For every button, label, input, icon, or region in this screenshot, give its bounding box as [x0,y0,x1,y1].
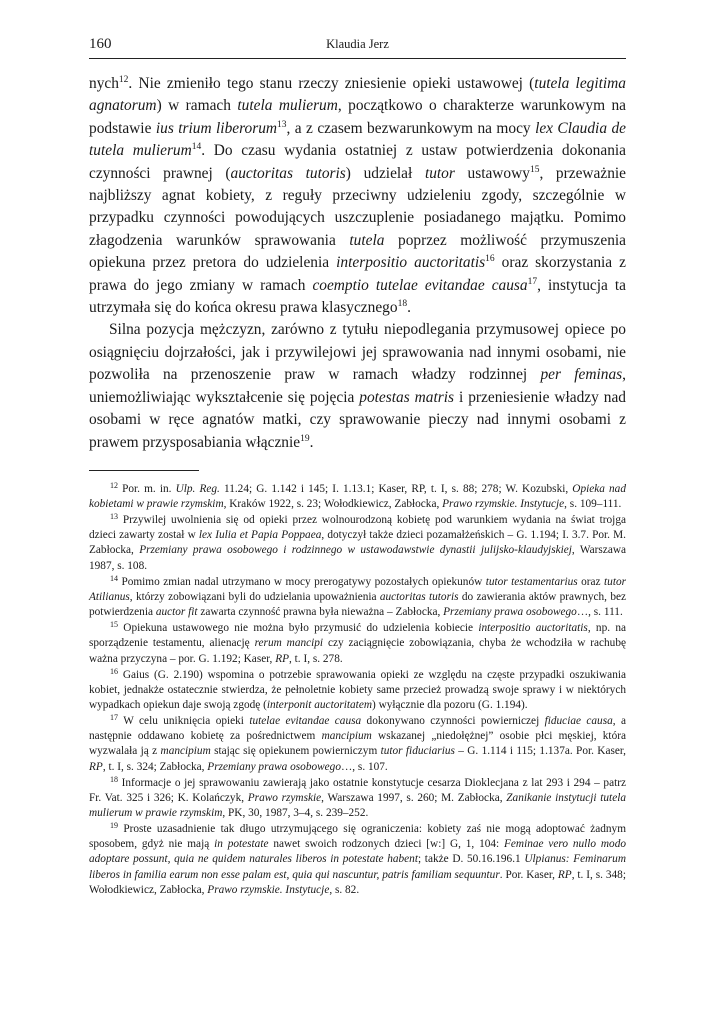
footnote-ref: 18 [397,299,408,310]
text-span: ) w ramach [156,97,238,115]
italic-span: coemptio tutelae evitandae causa [312,276,528,294]
text-span: ) wyłącznie dla pozoru (G. 1.194). [372,698,528,711]
footnote [89,776,626,821]
text-span: …, s. 107. [340,760,388,773]
footnote-ref: 15 [110,620,118,630]
footnote-ref: 19 [300,433,310,444]
footnote-ref: 19 [110,821,118,831]
text-span: poprzez możliwość przymuszenia opiekuna przez pretora do udzielenia [89,231,626,272]
footnote-ref: 13 [277,119,287,130]
italic-span: Ulpianus: Feminarum liberos in familia earum non esse palam est, quia qui nascuntur, patris familiam sequuntur [89,853,626,881]
italic-span: lex Claudia de tutela mulierum [89,119,626,160]
text-span: Przywilej uwolnienia się od opieki przez wolnourodzoną kobietę pod warunkiem wydania na świat trojga dzieci zawarty został w [89,514,626,542]
italic-span: Feminae vero nullo modo adoptare possunt, quia ne quidem naturales liberos in potestate habent [89,838,627,866]
text-span: , Warszawa 1997, s. 260; M. Zabłocka, [321,791,507,804]
text-span: ustawowy [454,164,530,182]
footnote-separator [89,470,199,471]
footnote-ref: 12 [110,480,118,490]
text-span: , Kraków 1922, s. 23; Wołodkiewicz, Zabłocka, [223,498,443,510]
text-span: wskazanej „niedołężnej” osobie płci męskiej, która wyzwalała ją z [89,730,626,758]
text-span: Gaius (G. 2.190) wspomina o potrzebie sprawowania opieki ze względu na częste przypadki oszukiwania kobiet, jednakże ostatecznie stwierdza, że pełnoletnie kobiety same przecież prowadzą swoje sprawy i w niektórych wypadkach opiekun daje swoją zgodę ( [89,668,626,711]
text-span: Proste uzasadnienie tak długo utrzymującego się ograniczenia: kobiety zaś nie mogą adoptować żadnym sposobem, gdyż nie mają [89,823,626,851]
text-span: , a następnie oddawano kobietę za pośrednictwem [89,715,626,743]
text-span: . Do czasu wydania ostatniej z ustaw potwierdzenia dokonania czynności prawnej ( [89,142,626,182]
footnote-ref: 17 [527,276,538,287]
footnote [89,668,626,713]
text-span: nawet swoich rodzonych dzieci [w:] G, 1, 104: [268,838,504,851]
footnote-ref: 13 [110,512,118,522]
text-span: …, s. 111. [576,606,623,619]
footnote-ref: 15 [529,164,540,175]
italic-span: tutela mulierum [237,97,338,115]
footnote-ref: 16 [485,254,495,265]
text-span: . Por. Kaser, [499,868,558,881]
italic-span: Prawo rzymskie. Instytucje [442,498,565,510]
italic-span: interpositio auctoritatis [336,254,486,272]
footnote [89,822,626,897]
italic-span: auctoritas tutoris [379,590,459,603]
footnote-ref: 17 [110,713,118,723]
page-number: 160 [89,36,112,52]
text-span: , uniemożliwiając wykształcenie się pojęcia [89,366,626,406]
text-span: oraz skorzystania z prawa do jego zmiany w ramach [89,254,626,294]
main-text [89,73,626,454]
text-span: i przeniesienie władzy nad osobami w ręce agnatów matki, czy sprawowanie pieczy nad innymi osobami z prawem przysposabiania włącznie [89,388,626,451]
footnote-ref: 18 [110,774,118,784]
italic-span: ius trium liberorum [155,119,278,137]
body-paragraph [89,73,626,319]
text-span: Informacje o jej sprawowaniu zawierają jako ostatnie konstytucje cesarza Dioklecjana z lat 293 i 294 – patrz Fr. Vat. 325 i 326; K. Kolańczyk, [89,776,626,804]
text-span: nych [89,75,119,92]
text-span: – G. 1.114 i 115; 1.137a. Por. Kaser, [454,745,626,758]
footnote-ref: 16 [110,666,118,676]
italic-span: fiduciae causa [544,715,613,728]
italic-span: mancipium [160,745,211,758]
text-span: , Warszawa 1987, s. 108. [89,544,627,572]
text-span: , którzy zobowiązani byli do udzielania upoważnienia [129,590,380,603]
text-span: , s. 82. [329,883,360,896]
footnote-ref: 14 [191,142,202,153]
footnote [89,621,626,666]
text-span: , t. I, s. 348; Wołodkiewicz, Zabłocka, [89,868,626,896]
italic-span: tutela [349,231,385,249]
header-rule [89,58,626,59]
italic-span: Prawo rzymskie. Instytucje [207,883,330,896]
book-page [89,36,626,899]
text-span: do zawierania aktów prawnych, bez potwierdzenia [89,590,626,619]
italic-span: tutor fiduciarius [380,745,455,758]
text-span: oraz [577,575,605,588]
italic-span: in potestate [214,838,269,851]
text-span: Opiekuna ustawowego nie można było przymusić do udzielenia kobiecie [118,622,479,635]
italic-span: auctoritas tutoris [230,164,346,182]
italic-span: RP [89,760,103,773]
text-span: , początkowo o charakterze warunkowym na podstawie [89,97,626,137]
italic-span: interpositio auctoritatis [478,622,588,635]
italic-span: RP [557,868,572,881]
italic-span: lex Iulia et Papia Poppaea [198,529,322,542]
text-span: , s. 109–111. [564,498,622,510]
footnote-ref: 12 [118,75,129,85]
text-span: ) udzielał [345,164,425,182]
running-header [89,36,626,56]
italic-span: Przemiany prawa osobowego [207,760,341,773]
text-span: Por. m. in. [118,482,176,495]
text-span: , np. na sporządzenie testamentu, alienację [89,622,626,650]
italic-span: tutor [424,164,455,182]
text-span: W celu uniknięcia opieki [118,715,250,728]
footnote [89,513,626,573]
footnote [89,575,626,620]
italic-span: tutelae evitandae causa [249,715,362,728]
italic-span: Przemiany prawa osobowego [443,606,577,619]
text-span: , t. I, s. 324; Zabłocka, [102,760,208,773]
text-span: , dotyczył także dzieci pozamałżeńskich – G. 1.194; I. 3.7. Por. M. Zabłocka, [89,529,626,557]
text-span: , a z czasem bezwarunkowym na mocy [286,119,536,137]
italic-span: RP [275,652,290,665]
text-span: ; także D. 50.16.196.1 [417,853,525,866]
italic-span: tutor testamentarius [485,575,578,588]
italic-span: interponit auctoritatem [266,698,372,711]
italic-span: Zanikanie instytucji tutela mulierum w prawie rzymskim [89,791,626,819]
italic-span: auctor fit [155,606,198,619]
text-span: dokonywano czynności powierniczej [361,715,545,728]
italic-span: tutor Atilianus [89,575,627,603]
italic-span: tutela legitima agnatorum [89,75,626,115]
italic-span: potestas matris [359,388,455,406]
footnotes [89,482,626,898]
text-span: 11.24; G. 1.142 i 145; I. 1.13.1; Kaser, RP, t. I, s. 88; 278; W. Kozubski, [219,482,573,495]
footnote [89,482,626,512]
text-span: , przeważnie najbliższy agnat kobiety, z reguły przeciwny udzieleniu zgody, szczególnie w przypadku czynności powodujących uszczuplenie posiadanego majątku. Pomimo złagodzenia warunków sprawowania [89,164,626,249]
italic-span: mancipium [321,730,372,743]
footnote-ref: 14 [110,573,118,583]
italic-span: per feminas [540,366,623,384]
text-span: zawarta czynność prawna była nieważna – Zabłocka, [197,606,444,619]
italic-span: Prawo rzymskie [247,791,322,804]
italic-span: Opieka nad kobietami w prawie rzymskim [89,482,626,510]
italic-span: Ulp. Reg. [175,482,220,495]
text-span: , t. I, s. 278. [289,652,343,665]
text-span: , PK, 30, 1987, 3–4, s. 239–252. [222,807,369,819]
running-author: Klaudia Jerz [326,37,389,51]
text-span: . [407,299,411,317]
italic-span: rerum mancipi [254,637,324,650]
text-span: Silna pozycja mężczyzn, zarówno z tytułu niepodlegania przymusowej opiece po osiągnięciu dojrzałości, jak i przywilejowi jej sprawowania nad innymi osobami, nie pozwoliła na przenoszenie praw w ramach władzy rodzinnej [89,321,626,384]
body-paragraph [89,319,626,453]
text-span: , instytucja ta utrzymała się do końca okresu prawa klasycznego [89,276,626,317]
footnote [89,714,626,774]
text-span: stając się opiekunem powierniczym [210,745,381,758]
text-span: Pomimo zmian nadal utrzymano w mocy prerogatywy pozostałych opiekunów [118,575,486,588]
text-span: czy zaciągnięcie zobowiązania, chyba że wchodziła w rachubę ważna przyczyna – por. G. 1.192; Kaser, [89,637,626,665]
text-span: . Nie zmieniło tego stanu rzeczy zniesienie opieki ustawowej ( [128,75,535,92]
italic-span: Przemiany prawa osobowego i rodzinnego w ustawodawstwie dynastii julijsko-klaudyjskiej [139,544,572,557]
text-span: . [309,433,314,451]
